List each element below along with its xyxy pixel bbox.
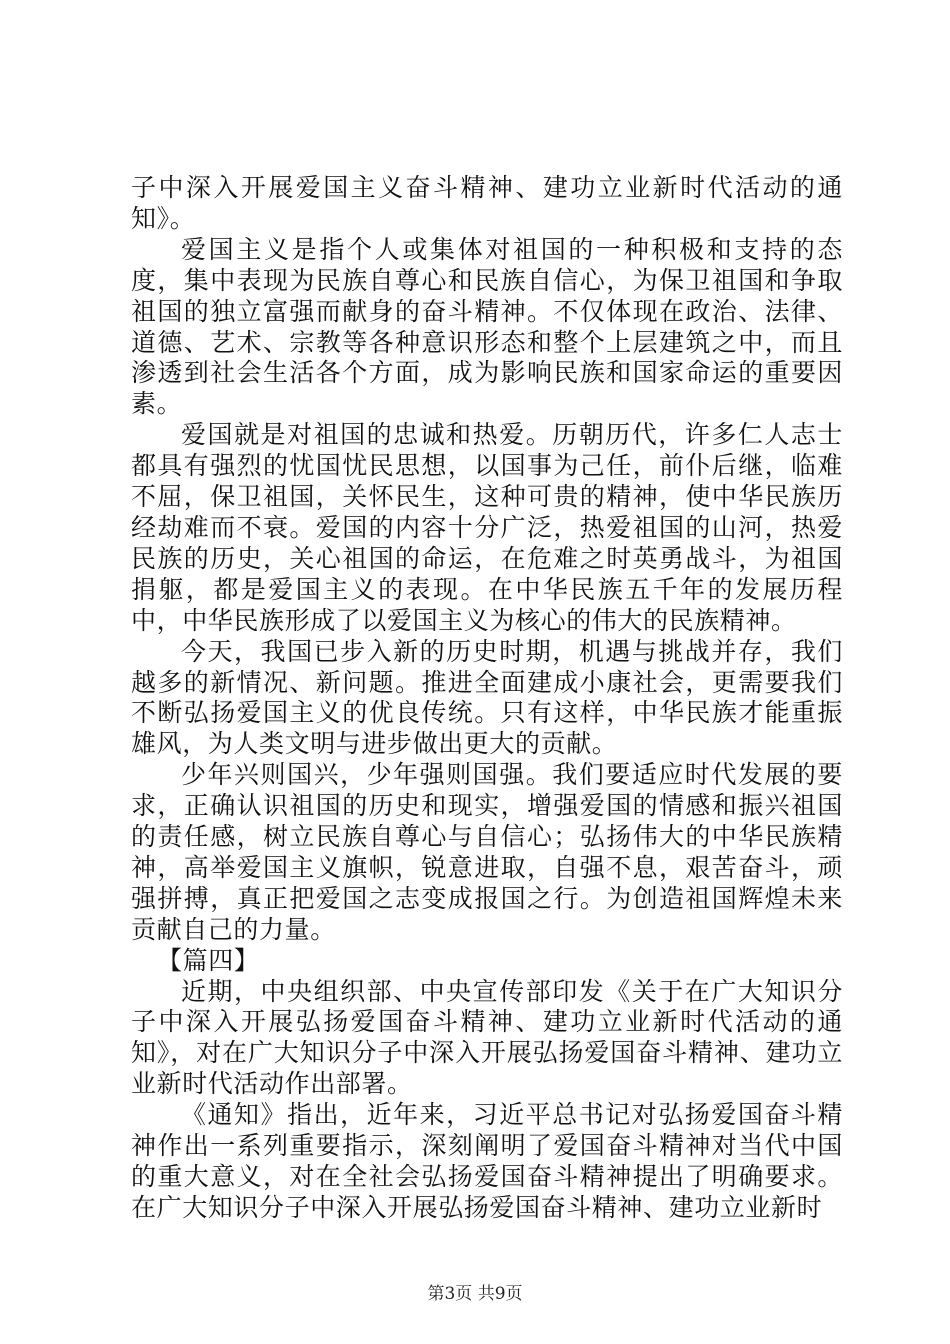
paragraph-continuation: 子中深入开展爱国主义奋斗精神、建功立业新时代活动的通知》。	[131, 173, 843, 233]
paragraph-notice-content: 《通知》指出，近年来，习近平总书记对弘扬爱国奋斗精神作出一系列重要指示，深刻阐明了爱国奋斗精神对当代中国的重大意义，对在全社会弘扬爱国奋斗精神提出了明确要求。在广大知识分子中深入开展弘扬爱国奋斗精神、建功立业新时	[131, 1100, 843, 1222]
section-heading: 【篇四】	[157, 945, 260, 975]
paragraph-patriotism-definition: 爱国主义是指个人或集体对祖国的一种积极和支持的态度，集中表现为民族自尊心和民族自信心，为保卫祖国和争取祖国的独立富强而献身的奋斗精神。不仅体现在政治、法律、道德、艺术、宗教等各种意识形态和整个上层建筑之中，而且渗透到社会生活各个方面，成为影响民族和国家命运的重要因素。	[131, 234, 843, 419]
paragraph-new-era: 今天，我国已步入新的历史时期，机遇与挑战并存，我们越多的新情况、新问题。推进全面建成小康社会，更需要我们不断弘扬爱国主义的优良传统。只有这样，中华民族才能重振雄风，为人类文明与进步做出更大的贡献。	[131, 636, 843, 759]
paragraph-youth: 少年兴则国兴，少年强则国强。我们要适应时代发展的要求，正确认识祖国的历史和现实，增强爱国的情感和振兴祖国的责任感，树立民族自尊心与自信心；弘扬伟大的中华民族精神，高举爱国主义旗帜，锐意进取，自强不息，艰苦奋斗，顽强拼搏，真正把爱国之志变成报国之行。为创造祖国辉煌未来贡献自己的力量。	[131, 760, 843, 944]
paragraph-loyalty-to-motherland: 爱国就是对祖国的忠诚和热爱。历朝历代，许多仁人志士都具有强烈的忧国忧民思想，以国事为己任，前仆后继，临难不屈，保卫祖国，关怀民生，这种可贵的精神，使中华民族历经劫难而不衰。爱国的内容十分广泛，热爱祖国的山河，热爱民族的历史，关心祖国的命运，在危难之时英勇战斗，为祖国捐躯，都是爱国主义的表现。在中华民族五千年的发展历程中，中华民族形成了以爱国主义为核心的伟大的民族精神。	[131, 420, 843, 635]
page-number-footer: 第3页 共9页	[427, 1284, 523, 1304]
paragraph-notice-issued: 近期，中央组织部、中央宣传部印发《关于在广大知识分子中深入开展弘扬爱国奋斗精神、建功立业新时代活动的通知》，对在广大知识分子中深入开展弘扬爱国奋斗精神、建功立业新时代活动作出部署。	[131, 976, 843, 1099]
document-body	[131, 173, 843, 1224]
